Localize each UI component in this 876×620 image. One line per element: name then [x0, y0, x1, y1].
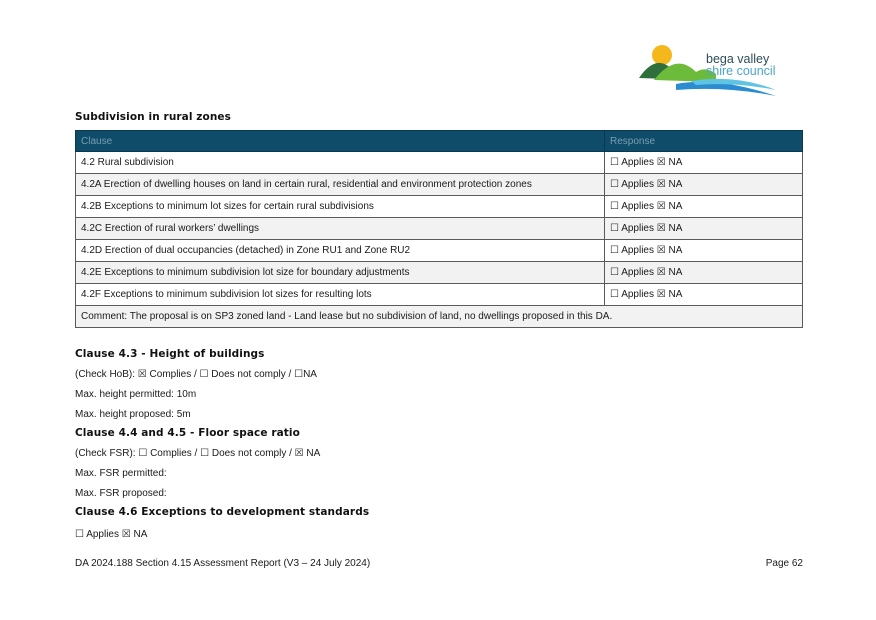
- logo-line-1: bega valley: [706, 52, 770, 66]
- table-row: [76, 240, 803, 262]
- response-cell: ☐ Applies ☒ NA: [605, 152, 803, 174]
- footer-page-number: Page 62: [765, 558, 803, 569]
- clause-cell: 4.2C Erection of rural workers’ dwellings: [76, 218, 605, 240]
- logo-sun: [652, 45, 672, 65]
- clause-cell: 4.2D Erection of dual occupancies (detached) in Zone RU1 and Zone RU2: [76, 240, 605, 262]
- comment-cell: Comment: The proposal is on SP3 zoned land - Land lease but no subdivision of land, no dwellings proposed in this DA.: [76, 306, 803, 328]
- clause-43-check: (Check HoB): ☒ Complies / ☐ Does not comply / ☐NA: [75, 369, 317, 380]
- logo-line-2: shire council: [706, 64, 776, 78]
- clause-cell: 4.2F Exceptions to minimum subdivision lot sizes for resulting lots: [76, 284, 605, 306]
- table-row: [76, 174, 803, 196]
- clause-cell: 4.2A Erection of dwelling houses on land in certain rural, residential and environment protection zones: [76, 174, 605, 196]
- clause-cell: 4.2 Rural subdivision: [76, 152, 605, 174]
- clause-46-check: ☐ Applies ☒ NA: [75, 529, 148, 540]
- clause-44-check: (Check FSR): ☐ Complies / ☐ Does not comply / ☒ NA: [75, 448, 321, 459]
- table-row: [76, 152, 803, 174]
- section-title: Subdivision in rural zones: [75, 111, 231, 123]
- clause-44-max-permitted: Max. FSR permitted:: [75, 468, 167, 479]
- clause-43-title: Clause 4.3 - Height of buildings: [75, 348, 265, 360]
- clause-table: [75, 130, 803, 328]
- clause-44-title: Clause 4.4 and 4.5 - Floor space ratio: [75, 427, 300, 439]
- header-response: Response: [605, 131, 803, 152]
- logo-wordmark: [706, 53, 775, 77]
- response-cell: ☐ Applies ☒ NA: [605, 284, 803, 306]
- response-cell: ☐ Applies ☒ NA: [605, 240, 803, 262]
- clause-cell: 4.2B Exceptions to minimum lot sizes for certain rural subdivisions: [76, 196, 605, 218]
- clause-43-max-proposed: Max. height proposed: 5m: [75, 409, 191, 420]
- clause-43-max-permitted: Max. height permitted: 10m: [75, 389, 197, 400]
- response-cell: ☐ Applies ☒ NA: [605, 174, 803, 196]
- clause-46-title: Clause 4.6 Exceptions to development standards: [75, 506, 370, 518]
- table-row: [76, 196, 803, 218]
- table-header-row: [76, 131, 803, 152]
- clause-44-max-proposed: Max. FSR proposed:: [75, 488, 167, 499]
- clause-cell: 4.2E Exceptions to minimum subdivision lot size for boundary adjustments: [76, 262, 605, 284]
- header-clause: Clause: [76, 131, 605, 152]
- footer-document-ref: DA 2024.188 Section 4.15 Assessment Report (V3 – 24 July 2024): [75, 558, 371, 569]
- response-cell: ☐ Applies ☒ NA: [605, 262, 803, 284]
- response-cell: ☐ Applies ☒ NA: [605, 218, 803, 240]
- table-row: [76, 218, 803, 240]
- response-cell: ☐ Applies ☒ NA: [605, 196, 803, 218]
- table-row: [76, 284, 803, 306]
- comment-row: [76, 306, 803, 328]
- table-row: [76, 262, 803, 284]
